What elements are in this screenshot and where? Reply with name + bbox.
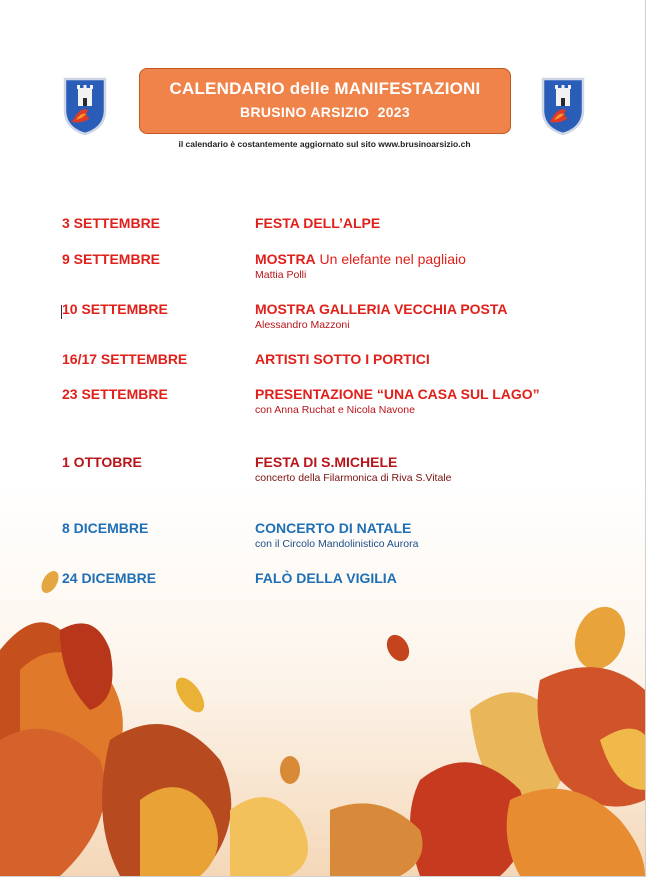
header-banner — [139, 68, 511, 134]
event-title: CONCERTO DI NATALE — [255, 520, 412, 536]
event-title — [255, 251, 466, 267]
event-date: 10 SETTEMBRE — [62, 301, 168, 317]
event-date: 1 OTTOBRE — [62, 454, 142, 470]
page-title: CALENDARIO delle MANIFESTAZIONI — [169, 79, 481, 98]
event-title-main: MOSTRA — [255, 251, 316, 267]
event-title: FESTA DI S.MICHELE — [255, 454, 398, 470]
event-title: ARTISTI SOTTO I PORTICI — [255, 351, 430, 367]
event-subtitle: con il Circolo Mandolinistico Aurora — [255, 538, 419, 550]
coat-of-arms-icon-left — [62, 76, 108, 136]
text-cursor — [61, 305, 62, 319]
event-subtitle: Alessandro Mazzoni — [255, 319, 350, 331]
autumn-leaves-icon — [0, 560, 645, 876]
event-title: PRESENTAZIONE “UNA CASA SUL LAGO” — [255, 386, 540, 402]
event-title: MOSTRA GALLERIA VECCHIA POSTA — [255, 301, 508, 317]
event-date: 8 DICEMBRE — [62, 520, 149, 536]
event-subtitle: Mattia Polli — [255, 269, 307, 281]
event-title: FESTA DELL’ALPE — [255, 215, 381, 231]
coat-of-arms-icon-right — [540, 76, 586, 136]
page-subtitle: BRUSINO ARSIZIO 2023 — [240, 104, 410, 120]
event-title-rest: Un elefante nel pagliaio — [315, 251, 466, 267]
event-subtitle: con Anna Ruchat e Nicola Navone — [255, 404, 415, 416]
event-subtitle: concerto della Filarmonica di Riva S.Vitale — [255, 472, 452, 484]
event-date: 24 DICEMBRE — [62, 570, 157, 586]
event-date: 23 SETTEMBRE — [62, 386, 168, 402]
event-date: 9 SETTEMBRE — [62, 251, 161, 267]
event-date: 16/17 SETTEMBRE — [62, 351, 188, 367]
event-date: 3 SETTEMBRE — [62, 215, 161, 231]
event-title: FALÒ DELLA VIGILIA — [255, 570, 397, 586]
website-note: il calendario è costantemente aggiornato sul sito www.brusinoarsizio.ch — [178, 139, 471, 149]
